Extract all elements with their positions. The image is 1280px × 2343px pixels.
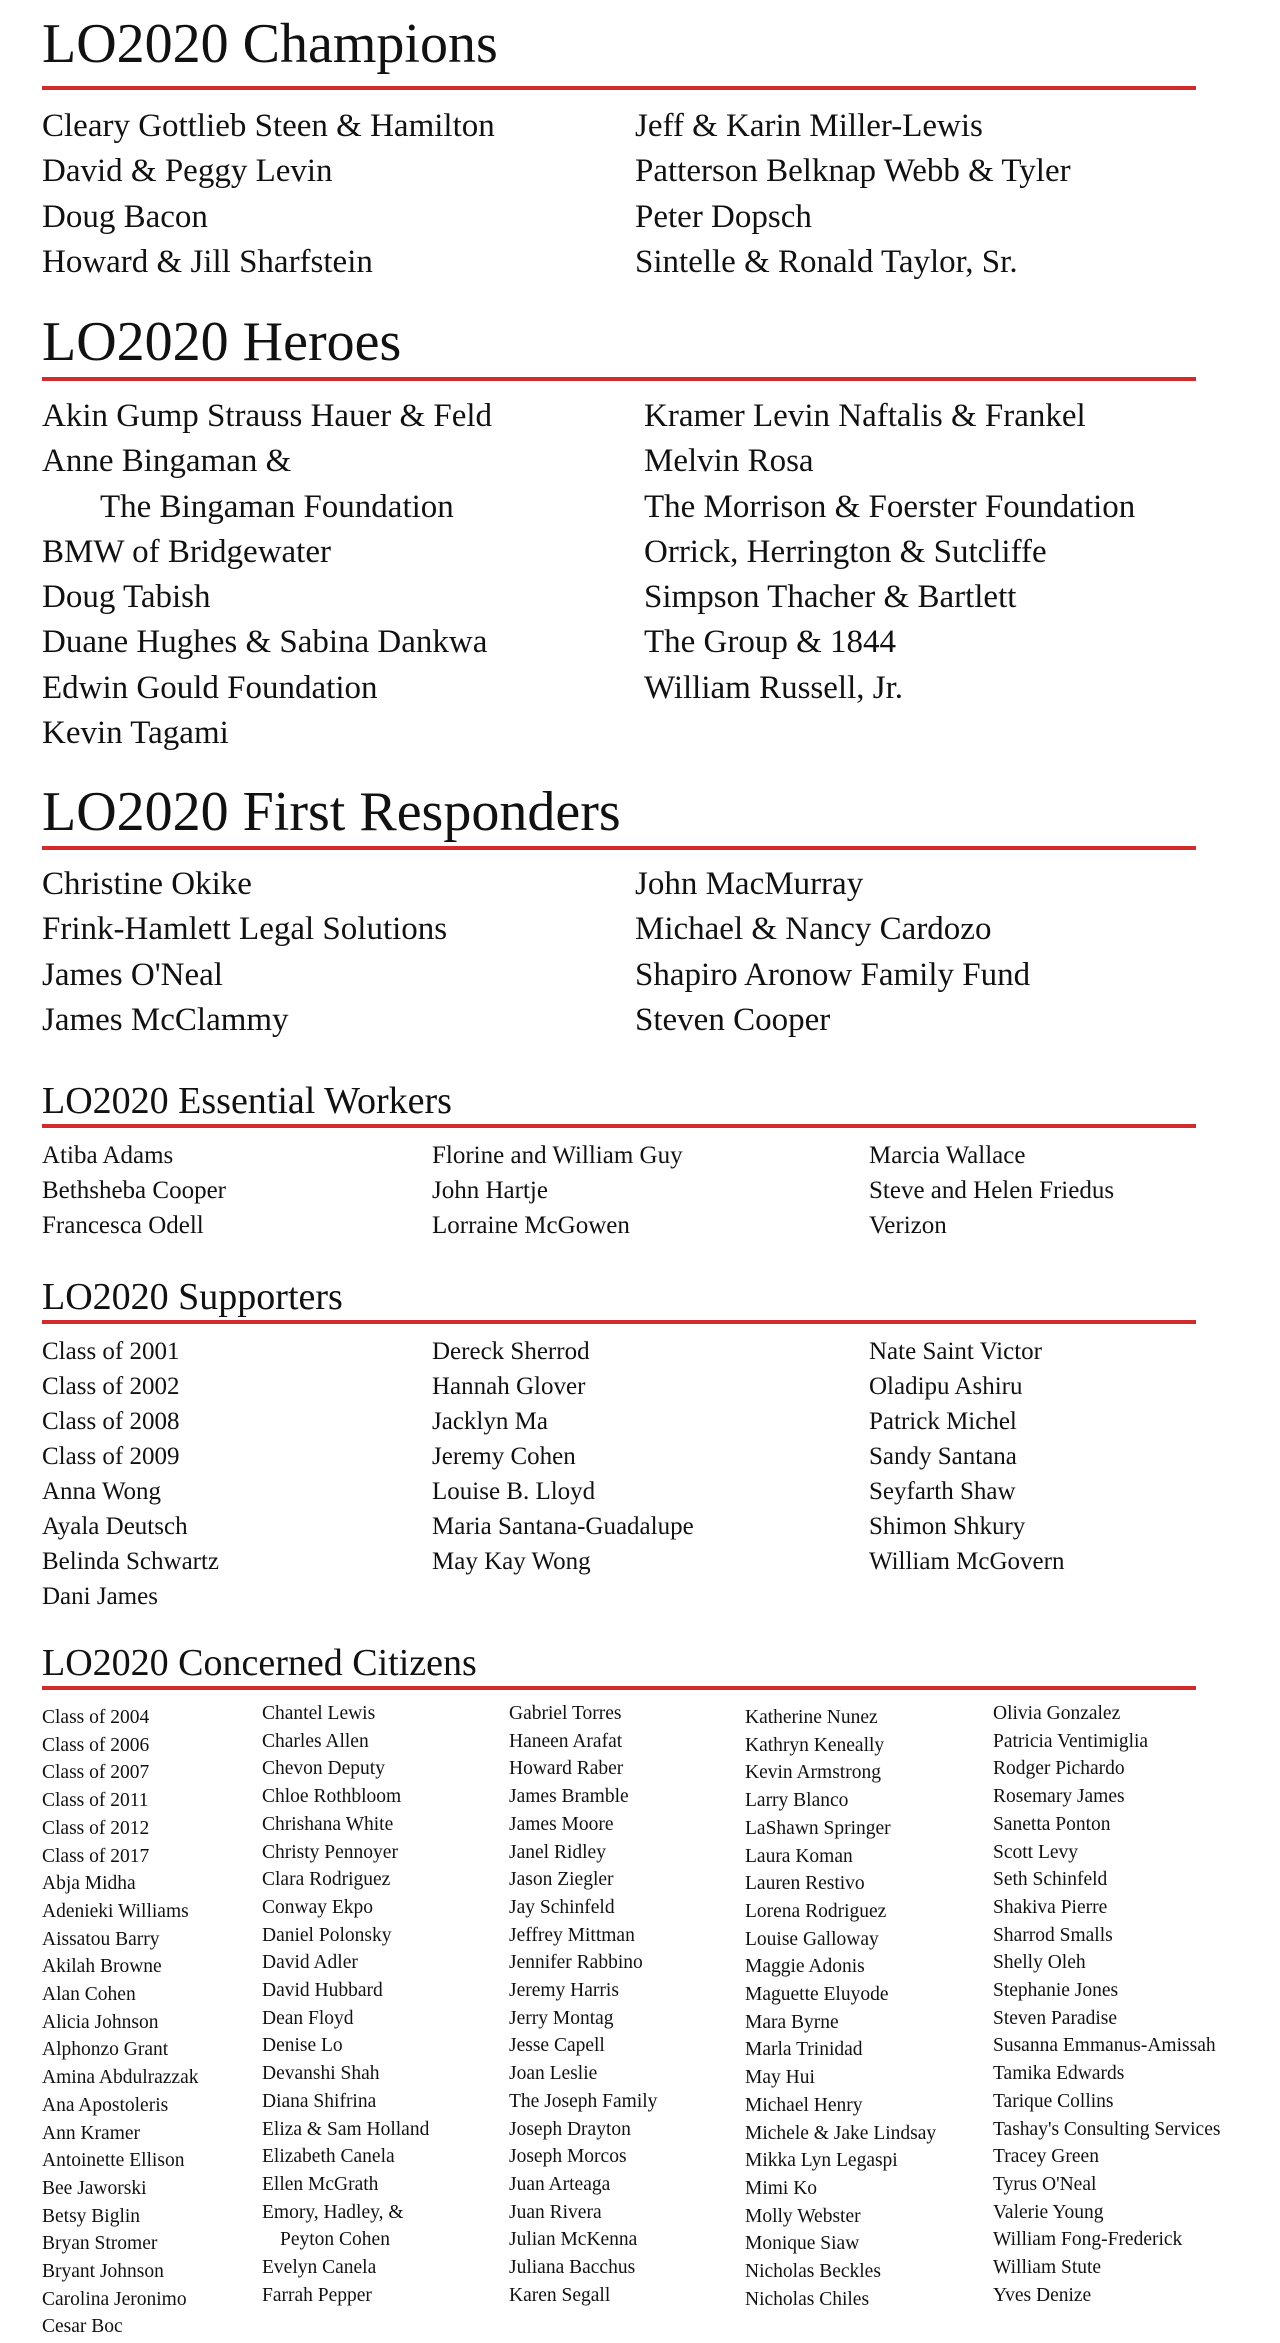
donor-name: Shimon Shkury xyxy=(869,1513,1026,1540)
donor-name: Jeremy Cohen xyxy=(432,1443,576,1470)
donor-name: Steven Paradise xyxy=(993,2007,1118,2029)
donor-name: Chrishana White xyxy=(262,1813,394,1835)
donor-name: Ana Apostoleris xyxy=(42,2094,169,2116)
donor-name: William McGovern xyxy=(869,1548,1065,1575)
donor-name: Melvin Rosa xyxy=(644,443,814,480)
donor-name: Rodger Pichardo xyxy=(993,1758,1125,1780)
donor-name: Patricia Ventimiglia xyxy=(993,1730,1149,1752)
donor-name: The Joseph Family xyxy=(509,2090,658,2112)
donor-name: Juan Rivera xyxy=(509,2201,602,2223)
donor-name: Class of 2009 xyxy=(42,1443,180,1470)
section-concerned-citizens xyxy=(42,1640,1280,2338)
donor-name: Juan Arteaga xyxy=(509,2173,611,2195)
donor-name: Yves Denize xyxy=(993,2284,1092,2306)
donor-name: Anna Wong xyxy=(42,1478,162,1505)
donor-name: Class of 2006 xyxy=(42,1734,150,1756)
donor-name: Jesse Capell xyxy=(509,2035,605,2057)
donor-name: Lauren Restivo xyxy=(745,1873,865,1895)
name-column xyxy=(635,862,1030,1043)
donor-name: Joseph Drayton xyxy=(509,2118,631,2140)
donor-name: James O'Neal xyxy=(42,956,223,993)
donor-name: Florine and William Guy xyxy=(432,1142,683,1169)
donor-name: Jeffrey Mittman xyxy=(509,1924,635,1946)
donor-name: Mara Byrne xyxy=(745,2011,839,2033)
donor-name: Frink-Hamlett Legal Solutions xyxy=(42,911,448,948)
donor-name: Class of 2017 xyxy=(42,1845,150,1867)
name-column xyxy=(262,1700,429,2309)
name-column xyxy=(644,394,1135,711)
section-title: LO2020 Supporters xyxy=(42,1276,343,1318)
donor-name: Kevin Armstrong xyxy=(745,1762,881,1784)
section-title: LO2020 First Responders xyxy=(42,781,621,843)
donor-name: Lorraine McGowen xyxy=(432,1212,630,1239)
donor-name: John Hartje xyxy=(432,1177,548,1204)
donor-name: Christy Pennoyer xyxy=(262,1841,398,1863)
donor-name: Akilah Browne xyxy=(42,1956,162,1978)
donor-name: James Bramble xyxy=(509,1786,629,1808)
donor-name: Howard Raber xyxy=(509,1758,624,1780)
name-column xyxy=(42,1704,199,2341)
donor-name: Conway Ekpo xyxy=(262,1896,374,1918)
donor-name: Shakiva Pierre xyxy=(993,1896,1108,1918)
donor-name: Michele & Jake Lindsay xyxy=(745,2122,937,2144)
donor-name: Sharrod Smalls xyxy=(993,1924,1113,1946)
name-column xyxy=(509,1700,657,2309)
donor-name: Simpson Thacher & Bartlett xyxy=(644,579,1017,616)
donor-name: Christine Okike xyxy=(42,866,252,902)
donor-name: Evelyn Canela xyxy=(262,2257,377,2279)
donor-name: Eliza & Sam Holland xyxy=(262,2118,430,2140)
donor-name: Lorena Rodriguez xyxy=(745,1900,887,1922)
donor-name: Patrick Michel xyxy=(869,1408,1017,1435)
section-divider xyxy=(42,1124,1196,1128)
section-divider xyxy=(42,1686,1196,1690)
donor-name: Orrick, Herrington & Sutcliffe xyxy=(644,533,1047,570)
donor-name: Laura Koman xyxy=(745,1845,853,1867)
donor-name: Dereck Sherrod xyxy=(432,1338,590,1365)
donor-name: Jason Ziegler xyxy=(509,1869,614,1891)
donor-name: James Moore xyxy=(509,1813,614,1835)
donor-name: David Adler xyxy=(262,1952,358,1974)
donor-name: Michael Henry xyxy=(745,2094,863,2116)
donor-name: Patterson Belknap Webb & Tyler xyxy=(635,153,1071,190)
section-supporters xyxy=(42,1274,1280,1610)
donor-name: Elizabeth Canela xyxy=(262,2146,395,2168)
name-column xyxy=(869,1334,1064,1579)
donor-name: William Russell, Jr. xyxy=(644,669,904,706)
donor-name: The Morrison & Foerster Foundation xyxy=(644,488,1136,525)
donor-name: Atiba Adams xyxy=(42,1142,174,1169)
donor-name: Shelly Oleh xyxy=(993,1952,1086,1974)
donor-name: Karen Segall xyxy=(509,2284,611,2306)
donor-name: Francesca Odell xyxy=(42,1212,204,1239)
donor-name: Mikka Lyn Legaspi xyxy=(745,2150,898,2172)
donor-name: Oladipu Ashiru xyxy=(869,1373,1023,1400)
donor-name: Clara Rodriguez xyxy=(262,1869,391,1891)
donor-name: Jacklyn Ma xyxy=(432,1408,548,1435)
donor-name: Tracey Green xyxy=(993,2146,1099,2168)
donor-name: Sanetta Ponton xyxy=(993,1813,1111,1835)
donor-name: Dean Floyd xyxy=(262,2007,354,2029)
donor-name: Chantel Lewis xyxy=(262,1703,376,1724)
name-column xyxy=(745,1704,936,2313)
donor-name: Antoinette Ellison xyxy=(42,2150,185,2172)
name-column xyxy=(432,1334,694,1579)
name-column xyxy=(869,1138,1114,1243)
donor-name: Alan Cohen xyxy=(42,1984,136,2006)
donor-name: Class of 2007 xyxy=(42,1762,150,1784)
donor-name: Cleary Gottlieb Steen & Hamilton xyxy=(42,108,495,144)
donor-name: Gabriel Torres xyxy=(509,1703,622,1724)
donor-name: Rosemary James xyxy=(993,1786,1125,1808)
donor-name: Chloe Rothbloom xyxy=(262,1786,402,1808)
donor-name: Shapiro Aronow Family Fund xyxy=(635,956,1031,993)
donor-name: Stephanie Jones xyxy=(993,1980,1119,2002)
donor-name: Belinda Schwartz xyxy=(42,1548,220,1575)
donor-name: Michael & Nancy Cardozo xyxy=(635,911,992,948)
section-title: LO2020 Concerned Citizens xyxy=(42,1642,477,1684)
donor-name: Alicia Johnson xyxy=(42,2011,159,2033)
donor-name: Seth Schinfeld xyxy=(993,1869,1108,1891)
donor-name: Valerie Young xyxy=(993,2201,1104,2223)
donor-name: Class of 2002 xyxy=(42,1373,180,1400)
donor-name: Diana Shifrina xyxy=(262,2090,377,2112)
donor-name: Marla Trinidad xyxy=(745,2039,863,2061)
donor-name: Tarique Collins xyxy=(993,2090,1114,2112)
donor-name: Farrah Pepper xyxy=(262,2284,372,2306)
donor-name: Charles Allen xyxy=(262,1730,369,1752)
donor-name: Cesar Boc xyxy=(42,2316,123,2338)
donor-name: Steve and Helen Friedus xyxy=(869,1177,1115,1204)
donor-name: Maguette Eluyode xyxy=(745,1984,889,2006)
donor-name: Nicholas Chiles xyxy=(745,2288,870,2310)
donor-name: Jeremy Harris xyxy=(509,1980,619,2002)
donor-name: Emory, Hadley, & xyxy=(262,2201,404,2223)
donor-name: Bryan Stromer xyxy=(42,2233,158,2255)
donor-name: David Hubbard xyxy=(262,1980,383,2002)
donor-name: Duane Hughes & Sabina Dankwa xyxy=(42,624,488,661)
donor-name: Hannah Glover xyxy=(432,1373,586,1400)
donor-name: John MacMurray xyxy=(635,866,864,902)
donor-name: Louise Galloway xyxy=(745,1928,879,1950)
donor-name: LaShawn Springer xyxy=(745,1817,891,1839)
donor-name: Jeff & Karin Miller-Lewis xyxy=(635,108,983,144)
name-column xyxy=(432,1138,683,1243)
donor-name: Maria Santana-Guadalupe xyxy=(432,1513,694,1540)
donor-name: Chevon Deputy xyxy=(262,1758,385,1780)
donor-name: Peter Dopsch xyxy=(635,198,812,235)
donor-name: Sandy Santana xyxy=(869,1443,1017,1470)
donor-name: Scott Levy xyxy=(993,1841,1079,1863)
donor-name: May Kay Wong xyxy=(432,1548,591,1575)
name-column xyxy=(42,862,447,1043)
donor-name: Seyfarth Shaw xyxy=(869,1478,1016,1505)
donor-name: Class of 2008 xyxy=(42,1408,180,1435)
donor-name: The Bingaman Foundation xyxy=(100,488,454,525)
donor-name: Abja Midha xyxy=(42,1873,136,1895)
donor-name: Molly Webster xyxy=(745,2205,861,2227)
donor-name: Monique Siaw xyxy=(745,2233,860,2255)
section-divider xyxy=(42,377,1196,381)
donor-name: Bethsheba Cooper xyxy=(42,1177,226,1204)
donor-name: Adenieki Williams xyxy=(42,1900,189,1922)
section-title: LO2020 Champions xyxy=(42,13,498,75)
donor-name: Julian McKenna xyxy=(509,2229,638,2251)
donor-name: Susanna Emmanus-Amissah xyxy=(993,2035,1216,2057)
donor-name: Ayala Deutsch xyxy=(42,1513,188,1540)
donor-name: Janel Ridley xyxy=(509,1841,606,1863)
section-divider xyxy=(42,846,1196,850)
donor-name: Jerry Montag xyxy=(509,2007,614,2029)
donor-name: Steven Cooper xyxy=(635,1001,831,1038)
donor-name: Tyrus O'Neal xyxy=(993,2173,1097,2195)
donor-name: Ellen McGrath xyxy=(262,2173,379,2195)
donor-name: Tashay's Consulting Services xyxy=(993,2118,1221,2140)
donor-name: Joseph Morcos xyxy=(509,2146,627,2168)
donor-name: Edwin Gould Foundation xyxy=(42,669,378,706)
donor-name: Carolina Jeronimo xyxy=(42,2288,187,2310)
donor-name: Nate Saint Victor xyxy=(869,1338,1042,1365)
donor-name: Dani James xyxy=(42,1583,158,1610)
donor-name: Aissatou Barry xyxy=(42,1928,160,1950)
donor-name: Olivia Gonzalez xyxy=(993,1703,1121,1724)
section-first-responders xyxy=(42,780,1280,1038)
donor-name: Sintelle & Ronald Taylor, Sr. xyxy=(635,243,1018,280)
donor-name: Kevin Tagami xyxy=(42,715,229,752)
donor-name: Marcia Wallace xyxy=(869,1142,1026,1169)
donor-name: Amina Abdulrazzak xyxy=(42,2067,199,2089)
donor-name: Jay Schinfeld xyxy=(509,1896,615,1918)
donor-name: Doug Tabish xyxy=(42,579,211,616)
section-champions xyxy=(42,12,1280,280)
section-heroes xyxy=(42,310,1280,752)
donor-name: Bryant Johnson xyxy=(42,2261,164,2283)
name-column xyxy=(42,1334,219,1614)
section-essential-workers xyxy=(42,1078,1280,1239)
donor-name: Akin Gump Strauss Hauer & Feld xyxy=(42,398,493,434)
donor-name: Bee Jaworski xyxy=(42,2177,147,2199)
donor-name: Class of 2004 xyxy=(42,1707,150,1728)
donor-name: Larry Blanco xyxy=(745,1790,849,1812)
donor-name: Anne Bingaman & xyxy=(42,443,292,480)
section-title: LO2020 Essential Workers xyxy=(42,1080,452,1122)
name-column xyxy=(635,104,1071,285)
donor-name: William Stute xyxy=(993,2257,1102,2279)
donor-name: Louise B. Lloyd xyxy=(432,1478,596,1505)
donor-name: William Fong-Frederick xyxy=(993,2229,1183,2251)
donor-name: Nicholas Beckles xyxy=(745,2261,881,2283)
section-divider xyxy=(42,1320,1196,1324)
donor-name: Juliana Bacchus xyxy=(509,2257,636,2279)
donor-name: The Group & 1844 xyxy=(644,624,897,661)
donor-name: Verizon xyxy=(869,1212,947,1239)
donor-name: James McClammy xyxy=(42,1001,289,1038)
donor-name: Peyton Cohen xyxy=(280,2229,390,2251)
donor-name: BMW of Bridgewater xyxy=(42,533,331,570)
donor-name: Mimi Ko xyxy=(745,2177,818,2199)
donor-name: Jennifer Rabbino xyxy=(509,1952,643,1974)
donor-name: Denise Lo xyxy=(262,2035,343,2057)
donor-name: Kathryn Keneally xyxy=(745,1734,885,1756)
section-title: LO2020 Heroes xyxy=(42,311,402,373)
donor-name: Ann Kramer xyxy=(42,2122,141,2144)
section-divider xyxy=(42,86,1196,90)
donor-name: Class of 2011 xyxy=(42,1790,149,1812)
donor-name: Maggie Adonis xyxy=(745,1956,865,1978)
name-column xyxy=(993,1700,1220,2309)
donor-name: Tamika Edwards xyxy=(993,2063,1125,2085)
donor-name: David & Peggy Levin xyxy=(42,153,333,190)
donor-name: Haneen Arafat xyxy=(509,1730,623,1752)
donor-name: Betsy Biglin xyxy=(42,2205,141,2227)
donor-name: Joan Leslie xyxy=(509,2063,598,2085)
donor-name: Alphonzo Grant xyxy=(42,2039,169,2061)
donor-name: Class of 2012 xyxy=(42,1817,150,1839)
donor-name: May Hui xyxy=(745,2067,815,2089)
donor-name: Doug Bacon xyxy=(42,198,208,235)
donor-name: Kramer Levin Naftalis & Frankel xyxy=(644,398,1086,434)
donor-name: Class of 2001 xyxy=(42,1338,180,1365)
donor-name: Devanshi Shah xyxy=(262,2063,380,2085)
name-column xyxy=(42,1138,226,1243)
donor-name: Howard & Jill Sharfstein xyxy=(42,243,373,280)
donor-name: Katherine Nunez xyxy=(745,1707,878,1728)
name-column xyxy=(42,104,495,285)
name-column xyxy=(42,394,492,756)
donor-name: Daniel Polonsky xyxy=(262,1924,392,1946)
